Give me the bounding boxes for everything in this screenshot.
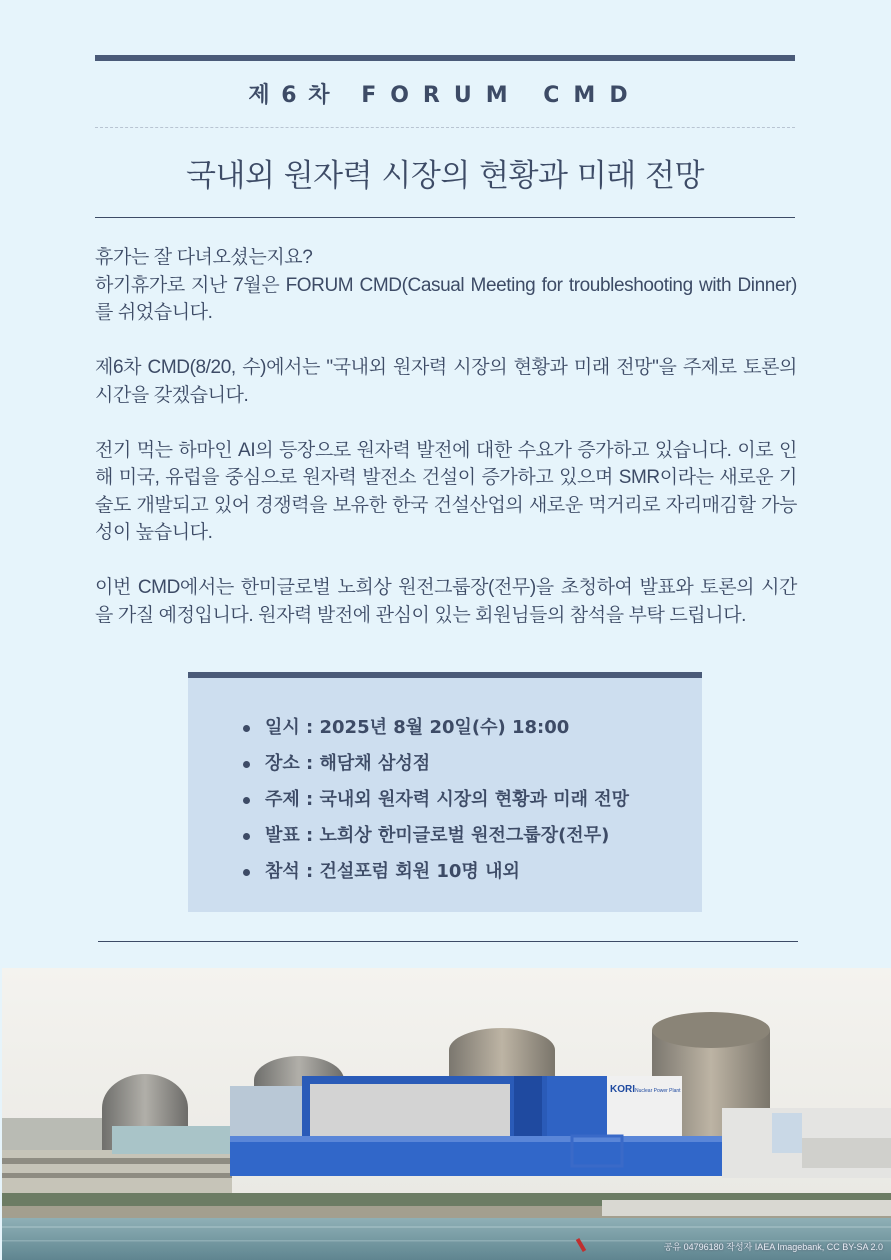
bottom-divider xyxy=(98,941,798,942)
bullet-icon xyxy=(243,833,250,840)
bullet-icon xyxy=(243,797,250,804)
plant-sign-text: KORI xyxy=(610,1084,635,1095)
paragraph-invitation: 이번 CMD에서는 한미글로벌 노희상 원전그룹장(전무)을 초청하여 발표와 토론의 시간을 가질 예정입니다. 원자력 발전에 관심이 있는 회원님들의 참석을 부탁 드립니다. xyxy=(95,577,797,626)
nuclear-plant-photo xyxy=(2,968,891,1260)
detail-speaker-text: 발표 : 노희상 한미글로벌 원전그룹장(전무) xyxy=(265,825,610,846)
detail-subject xyxy=(243,782,629,818)
detail-subject-text: 주제 : 국내외 원자력 시장의 현황과 미래 전망 xyxy=(265,789,630,810)
bullet-icon xyxy=(243,869,250,876)
paragraph-topic: 제6차 CMD(8/20, 수)에서는 "국내외 원자력 시장의 현황과 미래 전망"을 주제로 토론의 시간을 갖겠습니다. xyxy=(95,357,797,406)
paragraph-background: 전기 먹는 하마인 AI의 등장으로 원자력 발전에 대한 수요가 증가하고 있습니다. 이로 인해 미국, 유럽을 중심으로 원자력 발전소 건설이 증가하고 있으며 SMR이라는 새로운 기술도 개발되고 있어 경쟁력을 보유한 한국 건설산업의 새로운 먹거리로 자리매김할 가능성이 높습니다. xyxy=(95,439,797,543)
forum-title xyxy=(95,78,795,109)
bullet-icon xyxy=(243,761,250,768)
detail-date xyxy=(243,710,629,746)
plant-sign-subtext: Nuclear Power Plant xyxy=(635,1088,681,1094)
title-underline xyxy=(95,217,795,218)
detail-date-text: 일시 : 2025년 8월 20일(수) 18:00 xyxy=(265,717,570,738)
detail-speaker xyxy=(243,818,629,854)
paragraph-greeting: 휴가는 잘 다녀오셨는지요? 하기휴가로 지난 7월은 FORUM CMD(Casual Meeting for troubleshooting with Dinner)를 쉬었습니다. xyxy=(95,247,797,323)
photo-caption: 공유 04796180 작성자 IAEA Imagebank, CC BY-SA 2.0 xyxy=(663,1242,883,1252)
page-title: 국내외 원자력 시장의 현황과 미래 전망 xyxy=(186,158,704,194)
body-text xyxy=(95,244,797,657)
event-details-list xyxy=(243,710,629,890)
forum-name: FORUM CMD xyxy=(361,83,642,108)
detail-venue xyxy=(243,746,629,782)
bullet-icon xyxy=(243,725,250,732)
dashed-divider xyxy=(95,127,795,128)
detail-venue-text: 장소 : 해담채 삼성점 xyxy=(265,753,431,774)
top-accent-bar xyxy=(95,55,795,61)
detail-attendance-text: 참석 : 건설포럼 회원 10명 내외 xyxy=(265,861,520,882)
event-details-box xyxy=(188,672,702,912)
forum-prefix: 제 6 차 xyxy=(248,83,332,108)
detail-attendance xyxy=(243,854,629,890)
nuclear-plant-illustration xyxy=(2,968,891,1260)
